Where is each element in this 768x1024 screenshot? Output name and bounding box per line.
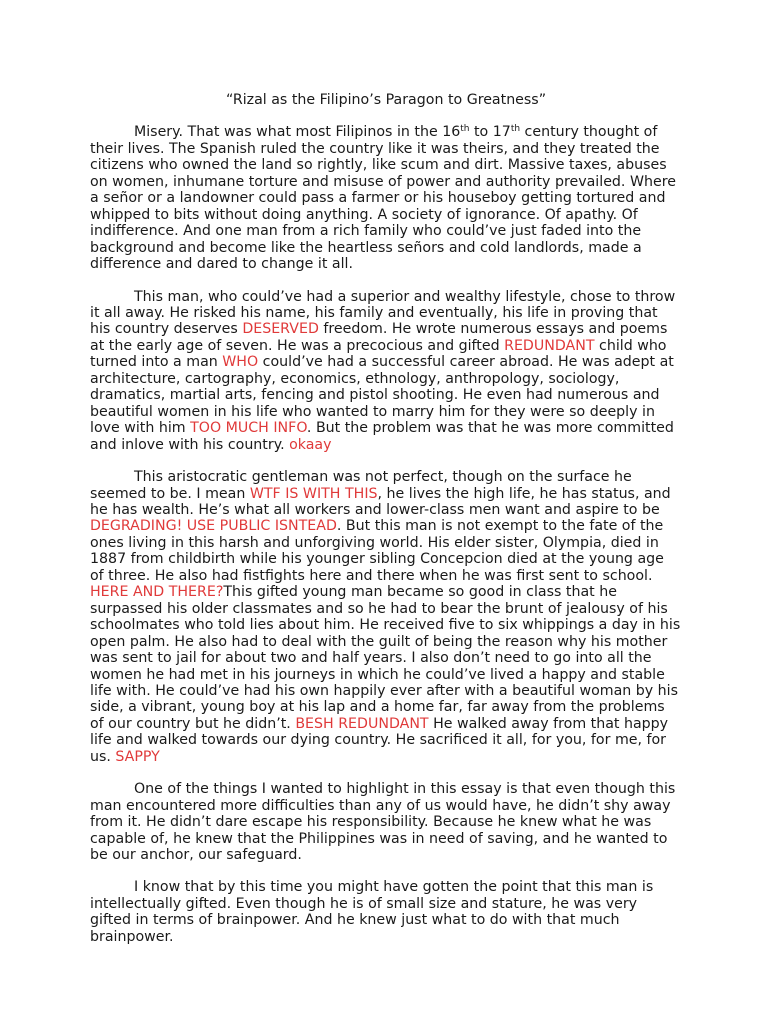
editor-comment: DEGRADING! USE PUBLIC ISNTEAD [90,518,337,535]
editor-comment: WHO [222,354,259,371]
editor-comment: HERE AND THERE? [90,584,224,601]
paragraph [90,289,682,454]
body-text: This aristocratic gentleman was not perfect, though on the surface he seemed to be. I mean [90,469,632,502]
editor-comment: BESH REDUNDANT [295,715,429,732]
superscript: th [510,124,521,135]
editor-comment: DESERVED [242,321,319,338]
body-text: Misery. That was what most Filipinos in the 16 [134,124,461,141]
editor-comment: okaay [289,436,332,453]
body-text: could’ve had a successful career abroad. He was adept at architecture, cartography, economics, ethnology, anthropology, sociology, dramatics, martial arts, fencing and pistol shooting. He even had numerous and beautiful women in his life who wanted to marry him for they were so deeply in love with him [90,354,674,437]
paragraph [90,879,682,945]
essay-body [90,124,682,945]
body-text: . But the problem was that he was more committed and inlove with his country. [90,420,674,453]
editor-comment: TOO MUCH INFO [190,420,307,437]
editor-comment: WTF IS WITH THIS [249,485,378,502]
body-text: , he lives the high life, he has status, and he has wealth. He’s what all workers and lower-class men want and aspire to be [90,485,671,518]
editor-comment: REDUNDANT [504,337,595,354]
paragraph [90,124,682,272]
body-text: One of the things I wanted to highlight in this essay is that even though this man encountered more difficulties than any of us would have, he didn’t shy away from it. He didn’t dare escape his responsibility. Because he knew what he was capable of, he knew that the Philippines was in need of saving, and he wanted to be our anchor, our safeguard. [90,781,676,864]
body-text: child who turned into a man [90,337,667,371]
document-page [90,92,682,961]
paragraph [90,469,682,765]
body-text: This gifted young man became so good in class that he surpassed his older classmates and so he had to bear the brunt of jealousy of his schoolmates who told lies about him. He received five to six whippings a day in his open palm. He also had to deal with the guilt of being the reason why his mother was sent to jail for about two and half years. I also don’t need to go into all the women he had met in his journeys in which he could’ve lived a happy and stable life with. He could’ve had his own happily ever after with a beautiful woman by his side, a vibrant, young boy at his lap and a home far, far away from the problems of our country but he didn’t. [90,584,681,732]
body-text: This man, who could’ve had a superior and wealthy lifestyle, chose to throw it all away. He risked his name, his family and eventually, his life in proving that his country deserves [90,288,676,338]
editor-comment: SAPPY [115,748,160,765]
essay-title: “Rizal as the Filipino’s Paragon to Greatness” [225,92,547,108]
paragraph [90,781,682,863]
body-text: to 17 [469,124,511,141]
body-text: . But this man is not exempt to the fate of the ones living in this harsh and unforgiving world. His elder sister, Olympia, died in 1887 from childbirth while his younger sibling Concepcion died at the young age of three. He also had fistfights here and there when he was first sent to school. [90,518,664,584]
body-text: He walked away from that happy life and walked towards our dying country. He sacrificed it all, for you, for me, for us. [90,715,669,765]
body-text: I know that by this time you might have gotten the point that this man is intellectually gifted. Even though he is of small size and stature, he was very gifted in terms of brainpower. And he knew just what to do with that much brainpower. [90,879,654,945]
body-text: freedom. He wrote numerous essays and poems at the early age of seven. He was a precocious and gifted [90,321,668,354]
body-text: century thought of their lives. The Spanish ruled the country like it was theirs, and they treated the citizens who owned the land so rightly, like scum and dirt. Massive taxes, abuses on women, inhumane torture and misuse of power and authority prevailed. Where a señor or a landowner could pass a farmer or his houseboy getting tortured and whipped to bits without doing anything. A society of ignorance. Of apathy. Of indifference. And one man from a rich family who could’ve just faded into the background and become like the heartless señors and cold landlords, made a difference and dared to change it all. [90,124,676,273]
superscript: th [460,124,470,135]
